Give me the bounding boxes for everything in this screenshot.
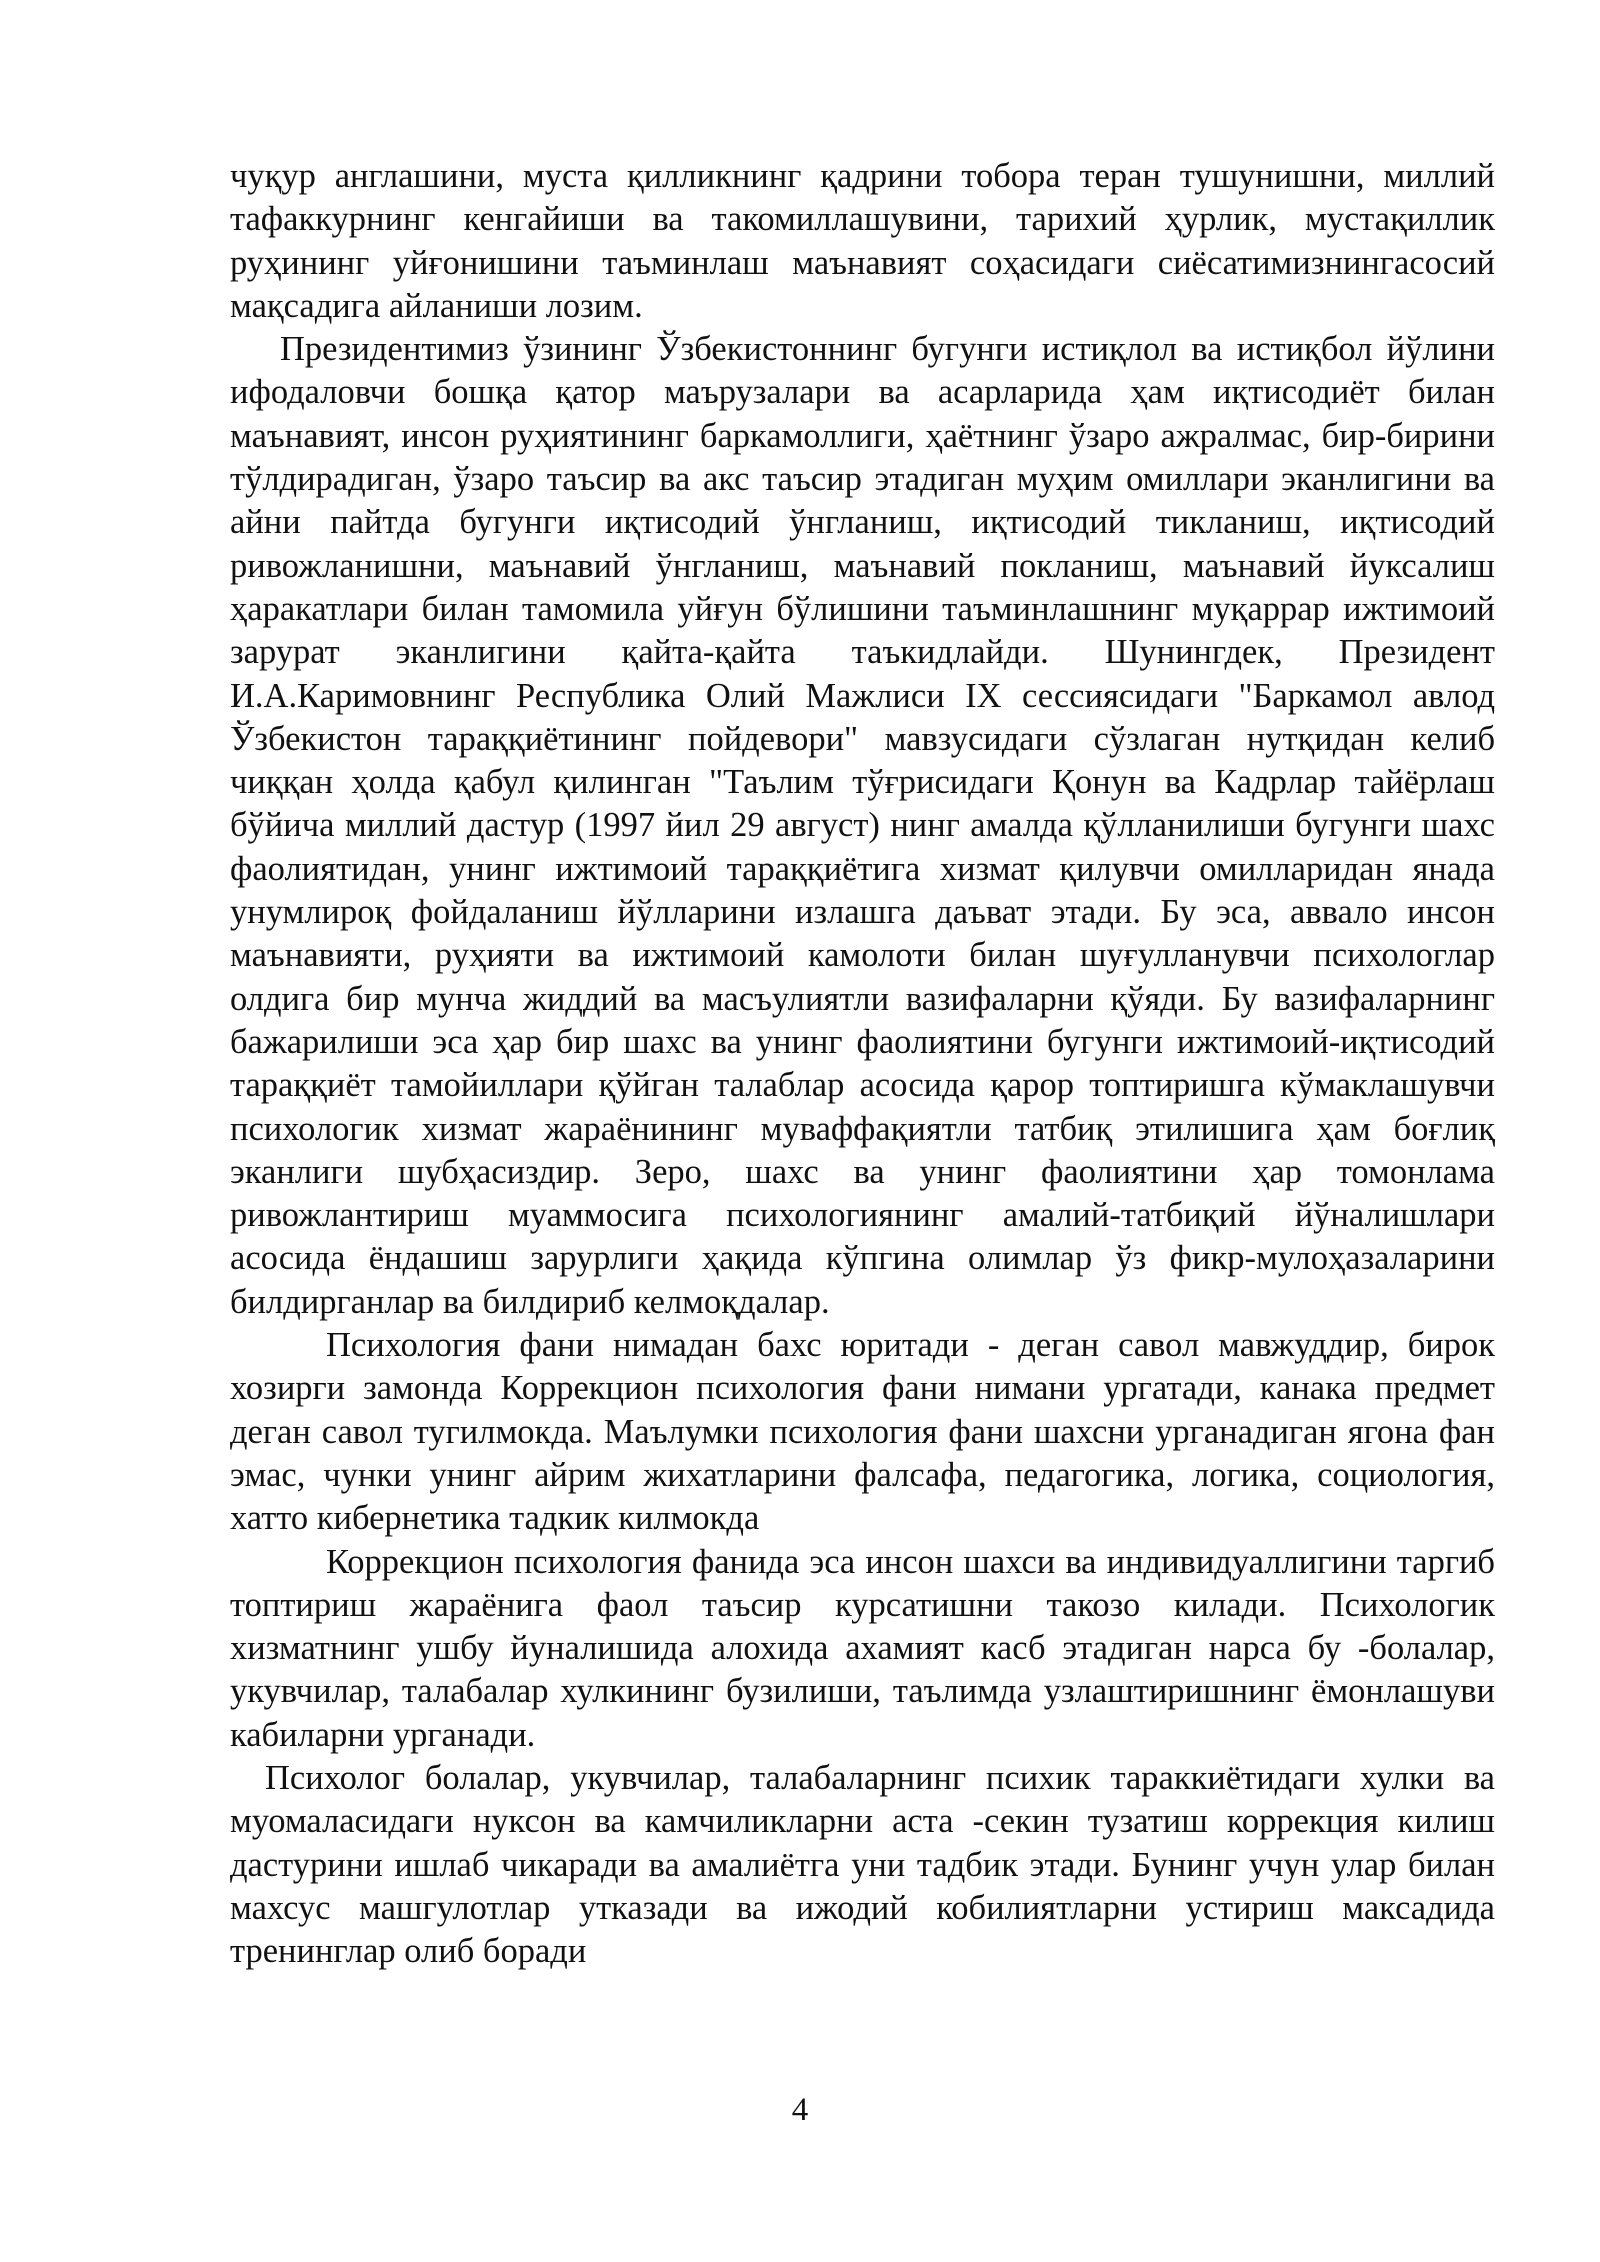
- paragraph-correctional-psychology: Коррекцион психология фанида эса инсон шахси ва индивидуаллигини таргиб топтириш жараёнига фаол таъсир курсатишни такозо килади. Психологик хизматнинг ушбу йуналишида алохида ахамият касб этадиган нарса бу -болалар, укувчилар, талабалар хулкининг бузилиши, таълимда узлаштиришнинг ёмонлашуви кабиларни урганади.: [230, 1542, 1495, 1754]
- paragraph-intro: чуқур англашини, муста қилликнинг қадрини тобора теран тушунишни, миллий тафаккурнинг кенгайиши ва такомиллашувини, тарихий ҳурлик, мустақиллик руҳининг уйғонишини таъминлаш маънавият соҳасидаги сиёсатимизнингасосий мақсадига айланиши лозим.: [230, 157, 1495, 325]
- document-body: [230, 155, 1495, 1973]
- paragraph-psychology-subject: Психология фани нимадан бахс юритади - деган савол мавжуддир, бирок хозирги замонда Коррекцион психология фани нимани ургатади, канака предмет деган савол тугилмокда. Маълумки психология фани шахсни урганадиган ягона фан эмас, чунки унинг айрим жихатларини фалсафа, педагогика, логика, социология, хатто кибернетика тадкик килмокда: [230, 1326, 1495, 1538]
- paragraph-psychologist-role: Психолог болалар, укувчилар, талабаларнинг психик тараккиётидаги хулки ва муомаласидаги нуксон ва камчиликларни аста -секин тузатиш коррекция килиш дастурини ишлаб чикаради ва амалиётга уни тадбик этади. Бунинг учун улар билан махсус машгулотлар утказади ва ижодий кобилиятларни устириш максадида тренинглар олиб боради: [230, 1758, 1495, 1971]
- page-number: 4: [791, 2092, 809, 2128]
- paragraph-president: Президентимиз ўзининг Ўзбекистоннинг бугунги истиқлол ва истиқбол йўлини ифодаловчи бошқа қатор маърузалари ва асарларида ҳам иқтисодиёт билан маънавият, инсон руҳиятининг баркамоллиги, ҳаётнинг ўзаро ажралмас, бир-бирини тўлдирадиган, ўзаро таъсир ва акс таъсир этадиган муҳим омиллари эканлигини ва айни пайтда бугунги иқтисодий ўнгланиш, иқтисодий тикланиш, иқтисодий ривожланишни, маънавий ўнгланиш, маънавий покланиш, маънавий йуксалиш ҳаракатлари билан тамомила уйғун бўлишини таъминлашнинг муқаррар ижтимоий зарурат эканлигини қайта-қайта таъкидлайди. Шунингдек, Президент И.А.Каримовнинг Республика Олий Мажлиси IX сессиясидаги "Баркамол авлод Ўзбекистон тараққиётининг пойдевори" мавзусидаги сўзлаган нутқидан келиб чиққан ҳолда қабул қилинган "Таълим тўғрисидаги Қонун ва Кадрлар тайёрлаш бўйича миллий дастур (1997 йил 29 август) нинг амалда қўлланилиши бугунги шахс фаолиятидан, унинг ижтимоий тараққиётига хизмат қилувчи омилларидан янада унумлироқ фойдаланиш йўлларини излашга даъват этади. Бу эса, аввало инсон маънавияти, руҳияти ва ижтимоий камолоти билан шуғулланувчи психологлар олдига бир мунча жиддий ва масъулиятли вазифаларни қўяди. Бу вазифаларнинг бажарилиши эса ҳар бир шахс ва унинг фаолиятини бугунги ижтимоий-иқтисодий тараққиёт тамойиллари қўйган талаблар асосида қарор топтиришга кўмаклашувчи психологик хизмат жараёнининг муваффақиятли татбиқ этилишига ҳам боғлиқ эканлиги шубҳасиздир. Зеро, шахс ва унинг фаолиятини ҳар томонлама ривожлантириш муаммосига психологиянинг амалий-татбиқий йўналишлари асосида ёндашиш зарурлиги ҳақида кўпгина олимлар ўз фикр-мулоҳазаларини билдирганлар ва билдириб келмоқдалар.: [230, 330, 1495, 1321]
